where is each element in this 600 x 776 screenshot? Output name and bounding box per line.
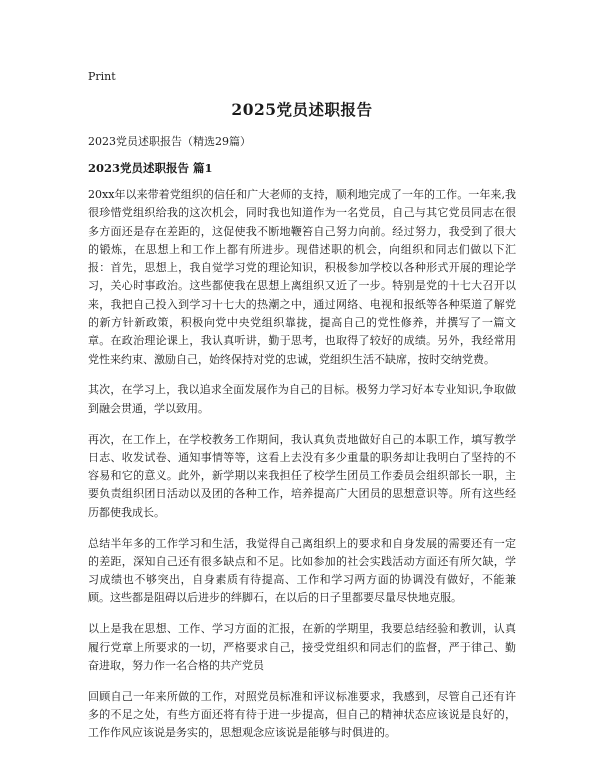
paragraph: 以上是我在思想、工作、学习方面的汇报，在新的学期里，我要总结经验和教训，认真履行党章上所要求的一切，严格要求自己，接受党组织和同志们的监督，严于律己、勤奋进取，努力作一名合格的共产党员 [88, 622, 516, 672]
print-link[interactable]: Print [88, 70, 116, 83]
paragraph: 再次，在工作上，在学校教务工作期间，我认真负责地做好自己的本职工作，填写教学日志、收发试卷、通知事情等等，这看上去没有多少重量的职务却让我明白了坚持的不容易和它的意义。此外，新学期以来我担任了校学生团员工作委员会组织部长一职，主要负责组织团日活动以及团的各种工作，培养提高广大团员的思想意识等。所有这些经历都使我成长。 [88, 432, 516, 519]
document-subtitle: 2023党员述职报告（精选29篇） [88, 135, 251, 148]
paragraph: 总结半年多的工作学习和生活，我觉得自己离组织上的要求和自身发展的需要还有一定的差距，深知自己还有很多缺点和不足。比如参加的社会实践活动方面还有所欠缺，学习成绩也不够突出，自身素质有待提高、工作和学习两方面的协调没有做好，不能兼顾。这些都是阻碍以后进步的绊脚石，在以后的日子里都要尽量尽快地克服。 [88, 536, 516, 605]
paragraph: 20xx年以来带着党组织的信任和广大老师的支持，顺利地完成了一年的工作。一年来,我很珍惜党组织给我的这次机会，同时我也知道作为一名党员，自己与其它党员同志在很多方面还是存在差距的，这促使我不断地鞭笞自己努力向前。经过努力，我受到了很大的锻炼，在思想上和工作上都有所进步。现借述职的机会，向组织和同志们做以下汇报：首先，思想上，我自觉学习党的理论知识，积极参加学校以各种形式开展的理论学习，关心时事政治。这些都使我在思想上离组织又近了一步。特别是党的十七大召开以来，我把自己投入到学习十七大的热潮之中，通过网络、电视和报纸等各种渠道了解党的新方针新政策，积极向党中央党组织靠拢，提高自己的党性修养，并撰写了一篇文章。在政治理论课上，我认真听讲，勤于思考，也取得了较好的成绩。另外，我经常用党性来约束、激励自己，始终保持对党的忠诚，党组织生活不缺席，按时交纳党费。 [88, 188, 516, 366]
document-title: 2025党员述职报告 [231, 100, 373, 119]
paragraph: 回顾自己一年来所做的工作，对照党员标准和评议标准要求，我感到，尽管自己还有许多的不足之处，有些方面还将有待于进一步提高，但自己的精神状态应该说是良好的，工作作风应该说是务实的，思想观念应该说是能够与时俱进的。 [88, 689, 516, 740]
document-body [88, 186, 516, 755]
section-heading: 2023党员述职报告 篇1 [88, 161, 213, 175]
paragraph: 其次，在学习上，我以追求全面发展作为自己的目标。极努力学习好本专业知识,争取做到融会贯通，学以致用。 [88, 383, 516, 415]
